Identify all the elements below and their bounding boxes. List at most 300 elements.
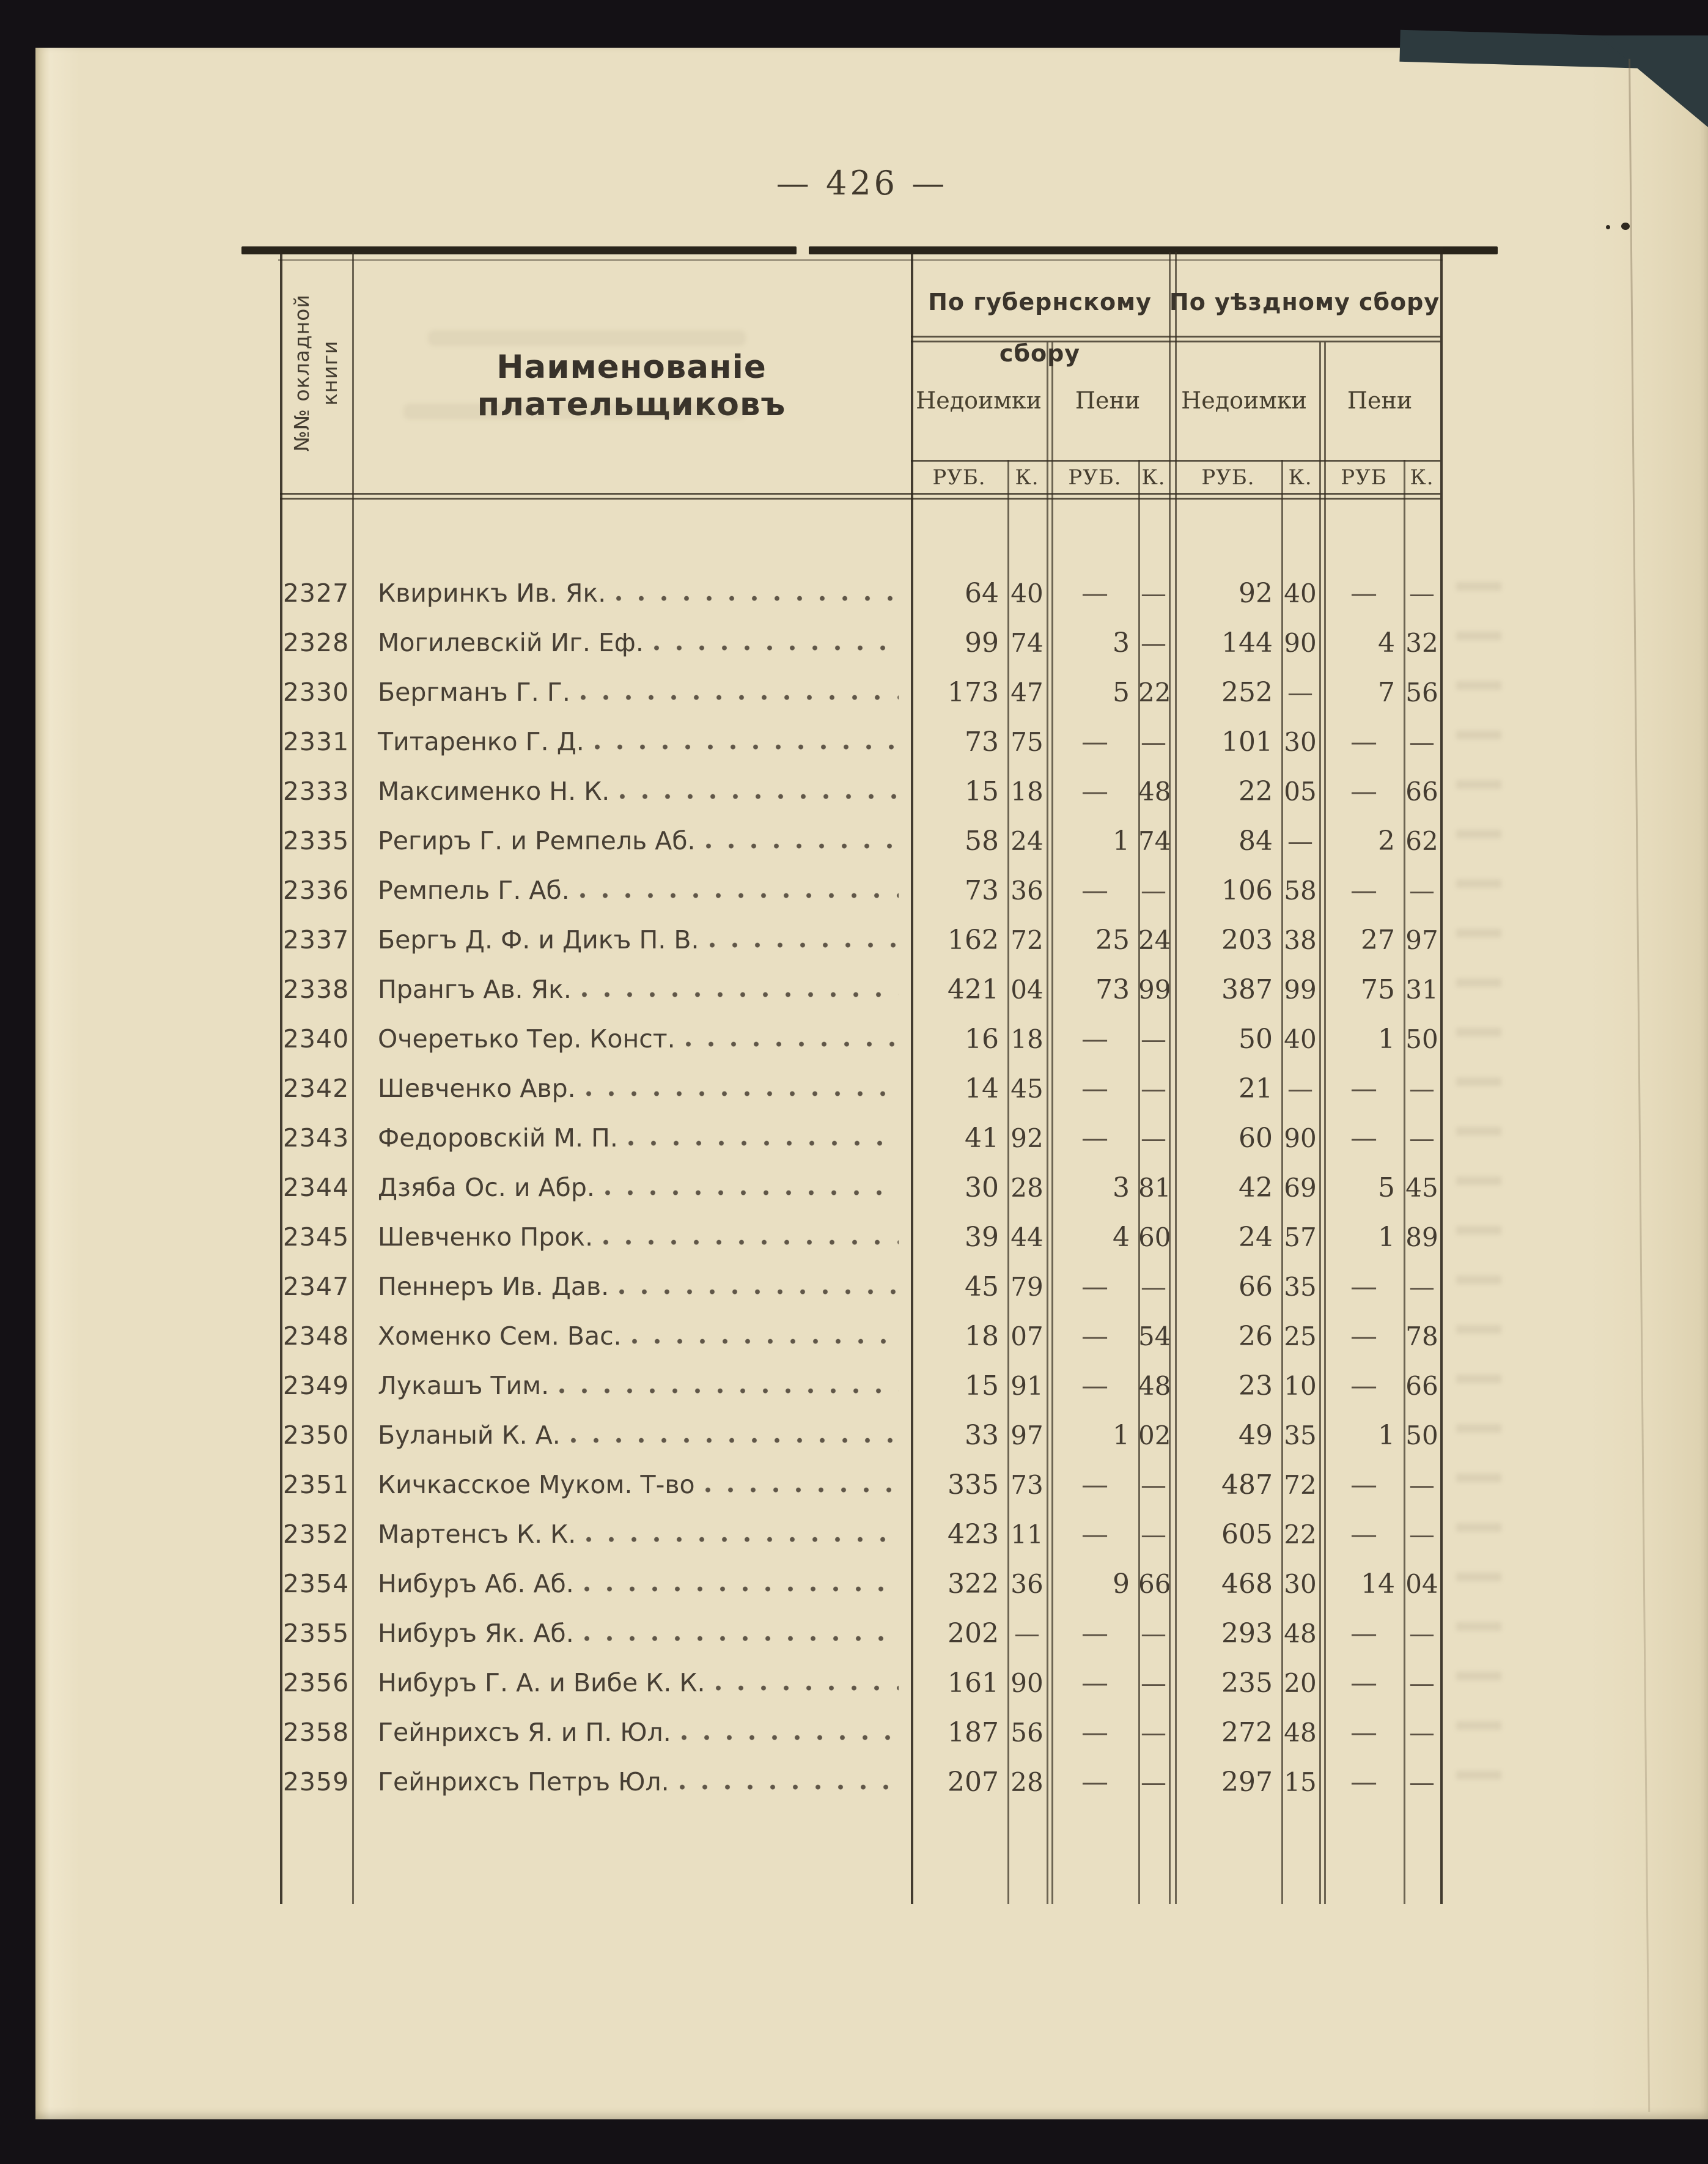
provincial-arrears-rubles: 15	[965, 1370, 999, 1401]
provincial-arrears-kopecks: 97	[1010, 1420, 1044, 1450]
district-arrears-rubles: 66	[1239, 1271, 1273, 1302]
rubles-unit-header: РУБ.	[932, 465, 986, 490]
bleed-through-marks	[428, 330, 746, 346]
district-arrears-kopecks: 99	[1284, 975, 1317, 1005]
district-arrears-kopecks: —	[1287, 678, 1313, 707]
district-arrears-rubles: 387	[1221, 974, 1273, 1005]
district-penalties-rubles: —	[1350, 578, 1377, 609]
district-arrears-rubles: 84	[1239, 825, 1273, 857]
provincial-penalties-kopecks: 99	[1138, 975, 1171, 1005]
district-arrears-kopecks: 90	[1284, 1123, 1317, 1153]
district-penalties-kopecks: 50	[1405, 1420, 1438, 1450]
dot-leader	[653, 618, 899, 668]
district-arrears-rubles: 293	[1221, 1618, 1273, 1649]
provincial-penalties-kopecks: —	[1141, 1470, 1166, 1500]
district-arrears-kopecks: —	[1287, 826, 1313, 856]
provincial-penalties-kopecks: —	[1141, 1520, 1166, 1549]
district-penalties-rubles: —	[1350, 1469, 1377, 1501]
district-penalties-kopecks: —	[1409, 1470, 1435, 1500]
provincial-arrears-kopecks: 45	[1010, 1074, 1044, 1104]
page-number: — 426 —	[776, 164, 948, 202]
dot-leader	[605, 1163, 899, 1213]
payer-name-cell	[352, 1014, 911, 1064]
table-border-right	[1440, 246, 1443, 1904]
dot-leader	[586, 1064, 899, 1113]
district-arrears-rubles: 26	[1239, 1321, 1273, 1352]
provincial-arrears-kopecks: 36	[1010, 1569, 1044, 1599]
account-number: 2330	[282, 678, 350, 707]
table-row	[280, 1113, 1440, 1163]
table-row	[280, 1064, 1440, 1113]
account-number: 2354	[282, 1569, 350, 1598]
dot-leader	[715, 1658, 899, 1708]
dot-leader	[586, 1510, 899, 1559]
provincial-arrears-rubles: 41	[965, 1123, 999, 1154]
district-penalties-rubles: —	[1350, 726, 1377, 758]
dot-leader	[705, 816, 899, 866]
district-penalties-kopecks: —	[1409, 876, 1435, 906]
district-penalties-kopecks: 56	[1405, 678, 1438, 707]
ink-speck	[1621, 223, 1630, 230]
district-penalties-kopecks: —	[1409, 1718, 1435, 1748]
provincial-penalties-rubles: —	[1081, 1321, 1108, 1352]
provincial-penalties-rubles: 73	[1095, 974, 1130, 1005]
rubles-unit-header: РУБ.	[1068, 465, 1122, 490]
kopecks-unit-header: К.	[1288, 465, 1312, 490]
table-row	[280, 618, 1440, 668]
dot-leader	[559, 1361, 899, 1411]
account-number: 2348	[282, 1321, 350, 1351]
account-book-number-header	[280, 253, 352, 493]
penalties-header-district: Пени	[1347, 387, 1413, 414]
payer-name: Дзяба Ос. и Абр.	[378, 1173, 595, 1202]
table-row	[280, 1559, 1440, 1609]
payer-name-cell	[352, 1213, 911, 1262]
provincial-levy-group-header: По губернскому сбору	[928, 289, 1152, 367]
account-number: 2349	[282, 1371, 350, 1400]
district-arrears-kopecks: 10	[1284, 1371, 1317, 1401]
provincial-arrears-rubles: 64	[965, 578, 999, 609]
table-row	[280, 767, 1440, 816]
provincial-penalties-rubles: 1	[1113, 1420, 1130, 1451]
payer-name: Буланый К. А.	[378, 1420, 561, 1450]
payer-name-cell	[352, 1510, 911, 1559]
bleed-through-marks	[403, 404, 746, 419]
provincial-penalties-rubles: —	[1081, 776, 1108, 807]
account-number: 2338	[282, 975, 350, 1004]
district-arrears-kopecks: 40	[1284, 578, 1317, 608]
provincial-arrears-kopecks: 18	[1010, 777, 1044, 807]
payer-name-cell	[352, 569, 911, 618]
payer-name: Кичкасское Муком. Т-во	[378, 1470, 695, 1499]
account-header-line1: №№ окладной	[290, 294, 314, 452]
provincial-arrears-kopecks: 07	[1010, 1321, 1044, 1351]
district-penalties-kopecks: —	[1409, 1272, 1435, 1302]
district-penalties-rubles: —	[1350, 776, 1377, 807]
provincial-arrears-kopecks: 92	[1010, 1123, 1044, 1153]
district-arrears-kopecks: 35	[1284, 1420, 1317, 1450]
payer-name: Федоровскій М. П.	[378, 1123, 618, 1153]
district-penalties-rubles: —	[1350, 1667, 1377, 1699]
table-row	[280, 1312, 1440, 1361]
provincial-penalties-kopecks: —	[1141, 1074, 1166, 1104]
payer-name: Нибуръ Як. Аб.	[378, 1619, 574, 1648]
provincial-penalties-kopecks: 24	[1138, 925, 1171, 955]
kopecks-unit-header: К.	[1141, 465, 1166, 490]
provincial-arrears-rubles: 99	[965, 627, 999, 659]
provincial-arrears-kopecks: 36	[1010, 876, 1044, 906]
district-arrears-rubles: 203	[1221, 925, 1273, 956]
account-number: 2343	[282, 1123, 350, 1153]
payer-name: Бергъ Д. Ф. и Дикъ П. В.	[378, 925, 699, 955]
district-arrears-rubles: 42	[1239, 1172, 1273, 1203]
provincial-arrears-kopecks: 73	[1010, 1470, 1044, 1500]
district-penalties-kopecks: 97	[1405, 925, 1438, 955]
payer-name-cell	[352, 915, 911, 965]
provincial-arrears-rubles: 15	[965, 776, 999, 807]
provincial-arrears-rubles: 18	[965, 1321, 999, 1352]
district-arrears-kopecks: 20	[1284, 1668, 1317, 1698]
district-penalties-kopecks: 66	[1405, 777, 1438, 807]
provincial-penalties-rubles: 9	[1113, 1568, 1130, 1600]
district-arrears-rubles: 92	[1239, 578, 1273, 609]
dot-leader	[570, 1411, 899, 1460]
payer-name-cell	[352, 1361, 911, 1411]
dot-leader	[581, 965, 899, 1014]
payer-name-cell	[352, 1658, 911, 1708]
account-number: 2351	[282, 1470, 350, 1499]
table-row	[280, 717, 1440, 767]
table-row	[280, 1510, 1440, 1559]
provincial-arrears-rubles: 173	[948, 677, 999, 708]
provincial-arrears-rubles: 207	[948, 1767, 999, 1798]
provincial-penalties-kopecks: 48	[1138, 777, 1171, 807]
provincial-arrears-rubles: 421	[948, 974, 999, 1005]
district-levy-group-header: По уѣздному сбору	[1169, 289, 1440, 316]
provincial-arrears-kopecks: 11	[1010, 1520, 1044, 1549]
district-arrears-kopecks: 05	[1284, 777, 1317, 807]
provincial-penalties-kopecks: 02	[1138, 1420, 1171, 1450]
provincial-penalties-rubles: —	[1081, 1024, 1108, 1055]
district-penalties-rubles: 14	[1361, 1568, 1395, 1600]
table-row	[280, 1361, 1440, 1411]
ink-speck	[1606, 225, 1610, 229]
district-arrears-rubles: 272	[1221, 1717, 1273, 1748]
dot-leader	[580, 866, 899, 915]
provincial-arrears-kopecks: 90	[1010, 1668, 1044, 1698]
account-book-number-header-text	[288, 294, 344, 452]
provincial-penalties-rubles: —	[1081, 578, 1108, 609]
payer-name: Шевченко Авр.	[378, 1074, 576, 1103]
provincial-penalties-kopecks: —	[1141, 1767, 1166, 1797]
provincial-penalties-rubles: —	[1081, 726, 1108, 758]
district-arrears-rubles: 144	[1221, 627, 1273, 659]
dot-leader	[681, 1708, 899, 1757]
dot-leader	[685, 1014, 899, 1064]
district-arrears-rubles: 49	[1239, 1420, 1273, 1451]
payer-name-cell	[352, 1757, 911, 1807]
provincial-arrears-kopecks: 04	[1010, 975, 1044, 1005]
provincial-penalties-kopecks: 74	[1138, 826, 1171, 856]
table-row	[280, 668, 1440, 717]
district-penalties-rubles: —	[1350, 1321, 1377, 1352]
provincial-arrears-rubles: 58	[965, 825, 999, 857]
provincial-arrears-rubles: 33	[965, 1420, 999, 1451]
provincial-arrears-rubles: 30	[965, 1172, 999, 1203]
payer-name: Титаренко Г. Д.	[378, 727, 584, 756]
district-arrears-rubles: 21	[1239, 1073, 1273, 1104]
account-number: 2359	[282, 1767, 350, 1797]
provincial-penalties-kopecks: —	[1141, 876, 1166, 906]
district-penalties-kopecks: —	[1409, 1520, 1435, 1549]
provincial-arrears-rubles: 14	[965, 1073, 999, 1104]
payer-name: Максименко Н. К.	[378, 777, 610, 806]
district-penalties-kopecks: —	[1409, 727, 1435, 757]
district-arrears-rubles: 106	[1221, 875, 1273, 906]
dot-leader	[584, 1609, 899, 1658]
provincial-arrears-kopecks: 74	[1010, 628, 1044, 658]
payer-name-cell	[352, 1411, 911, 1460]
district-penalties-kopecks: 66	[1405, 1371, 1438, 1401]
provincial-penalties-kopecks: —	[1141, 1668, 1166, 1698]
penalties-header-provincial: Пени	[1075, 387, 1141, 414]
district-penalties-rubles: 7	[1378, 677, 1395, 708]
district-penalties-rubles: 4	[1378, 627, 1395, 659]
district-arrears-kopecks: 22	[1284, 1520, 1317, 1549]
account-number: 2352	[282, 1520, 350, 1549]
account-number: 2336	[282, 876, 350, 905]
payer-name: Ремпель Г. Аб.	[378, 876, 570, 905]
provincial-arrears-rubles: 322	[948, 1568, 999, 1600]
district-penalties-rubles: —	[1350, 1519, 1377, 1550]
district-arrears-kopecks: 30	[1284, 1569, 1317, 1599]
dot-leader	[709, 915, 899, 965]
payer-name: Бергманъ Г. Г.	[378, 678, 570, 707]
district-arrears-kopecks: 57	[1284, 1222, 1317, 1252]
table-row	[280, 1460, 1440, 1510]
payer-name-cell	[352, 1609, 911, 1658]
provincial-penalties-rubles: 5	[1113, 677, 1130, 708]
payer-name-cell	[352, 1113, 911, 1163]
provincial-arrears-kopecks: 47	[1010, 678, 1044, 707]
kopecks-unit-header: К.	[1015, 465, 1039, 490]
payer-name: Хоменко Сем. Вас.	[378, 1321, 622, 1351]
dot-leader	[631, 1312, 899, 1361]
provincial-penalties-rubles: 25	[1095, 925, 1130, 956]
rubles-unit-header: РУБ	[1341, 465, 1387, 490]
payer-name-cell	[352, 717, 911, 767]
district-penalties-kopecks: 78	[1405, 1321, 1438, 1351]
provincial-arrears-rubles: 423	[948, 1519, 999, 1550]
account-header-line2: книги	[318, 340, 342, 406]
table-row	[280, 1411, 1440, 1460]
provincial-penalties-rubles: —	[1081, 1271, 1108, 1302]
provincial-penalties-kopecks: —	[1141, 1718, 1166, 1748]
kopecks-unit-header: К.	[1410, 465, 1434, 490]
account-number: 2344	[282, 1173, 350, 1202]
payer-name: Гейнрихсъ Я. и П. Юл.	[378, 1718, 671, 1747]
payer-name-cell	[352, 668, 911, 717]
dot-leader	[628, 1113, 899, 1163]
payer-name: Квиринкъ Ив. Як.	[378, 578, 606, 608]
district-arrears-rubles: 22	[1239, 776, 1273, 807]
provincial-penalties-kopecks: 48	[1138, 1371, 1171, 1401]
district-arrears-rubles: 468	[1221, 1568, 1273, 1600]
district-arrears-rubles: 60	[1239, 1123, 1273, 1154]
district-arrears-rubles: 297	[1221, 1767, 1273, 1798]
district-arrears-rubles: 487	[1221, 1469, 1273, 1501]
provincial-penalties-kopecks: 60	[1138, 1222, 1171, 1252]
district-arrears-rubles: 23	[1239, 1370, 1273, 1401]
table-row	[280, 965, 1440, 1014]
payer-name-cell	[352, 1064, 911, 1113]
table-row	[280, 1262, 1440, 1312]
district-penalties-rubles: 5	[1378, 1172, 1395, 1203]
district-penalties-kopecks: —	[1409, 1767, 1435, 1797]
dot-leader	[580, 668, 899, 717]
district-penalties-rubles: —	[1350, 1073, 1377, 1104]
district-penalties-kopecks: 50	[1405, 1024, 1438, 1054]
district-penalties-rubles: —	[1350, 1767, 1377, 1798]
district-penalties-rubles: —	[1350, 1370, 1377, 1401]
account-number: 2337	[282, 925, 350, 955]
provincial-penalties-rubles: —	[1081, 1370, 1108, 1401]
payer-name: Региръ Г. и Ремпель Аб.	[378, 826, 696, 855]
payer-name: Очеретько Тер. Конст.	[378, 1024, 675, 1054]
provincial-arrears-rubles: 162	[948, 925, 999, 956]
district-penalties-rubles: —	[1350, 1717, 1377, 1748]
district-arrears-kopecks: 30	[1284, 727, 1317, 757]
dot-leader	[619, 767, 899, 816]
district-arrears-kopecks: —	[1287, 1074, 1313, 1104]
dot-leader	[705, 1460, 899, 1510]
provincial-arrears-rubles: 202	[948, 1618, 999, 1649]
provincial-penalties-rubles: —	[1081, 1469, 1108, 1501]
district-penalties-rubles: —	[1350, 1123, 1377, 1154]
payer-name-cell	[352, 816, 911, 866]
account-number: 2347	[282, 1272, 350, 1301]
rubles-unit-header: РУБ.	[1201, 465, 1255, 490]
payer-name-cell	[352, 1163, 911, 1213]
provincial-penalties-rubles: 1	[1113, 825, 1130, 857]
dot-leader	[603, 1213, 899, 1262]
table-row	[280, 1757, 1440, 1807]
provincial-arrears-rubles: 161	[948, 1667, 999, 1699]
payer-name: Могилевскій Иг. Еф.	[378, 628, 644, 657]
district-penalties-kopecks: 31	[1405, 975, 1438, 1005]
provincial-penalties-kopecks: —	[1141, 628, 1166, 658]
account-number: 2355	[282, 1619, 350, 1648]
payer-name-cell	[352, 1460, 911, 1510]
district-penalties-kopecks: 89	[1405, 1222, 1438, 1252]
dot-leader	[619, 1262, 899, 1312]
district-arrears-rubles: 50	[1239, 1024, 1273, 1055]
district-arrears-rubles: 235	[1221, 1667, 1273, 1699]
provincial-arrears-kopecks: 72	[1010, 925, 1044, 955]
district-penalties-rubles: 1	[1378, 1420, 1395, 1451]
district-arrears-kopecks: 48	[1284, 1718, 1317, 1748]
district-penalties-kopecks: 32	[1405, 628, 1438, 658]
provincial-penalties-rubles: —	[1081, 1519, 1108, 1550]
district-penalties-rubles: 1	[1378, 1222, 1395, 1253]
table-row	[280, 1213, 1440, 1262]
account-number: 2356	[282, 1668, 350, 1697]
dot-leader	[594, 717, 899, 767]
provincial-penalties-rubles: —	[1081, 1618, 1108, 1649]
payer-name: Мартенсъ К. К.	[378, 1520, 576, 1549]
district-arrears-kopecks: 72	[1284, 1470, 1317, 1500]
district-arrears-kopecks: 90	[1284, 628, 1317, 658]
district-arrears-rubles: 252	[1221, 677, 1273, 708]
provincial-arrears-kopecks: 79	[1010, 1272, 1044, 1302]
provincial-arrears-kopecks: 28	[1010, 1173, 1044, 1203]
arrears-header-district: Недоимки	[1181, 387, 1307, 414]
provincial-arrears-kopecks: 40	[1010, 578, 1044, 608]
account-number: 2358	[282, 1718, 350, 1747]
provincial-penalties-kopecks: 54	[1138, 1321, 1171, 1351]
provincial-penalties-kopecks: —	[1141, 1619, 1166, 1649]
provincial-penalties-kopecks: —	[1141, 1123, 1166, 1153]
provincial-arrears-kopecks: 75	[1010, 727, 1044, 757]
payer-name-cell	[352, 1312, 911, 1361]
payer-name: Пеннеръ Ив. Дав.	[378, 1272, 609, 1301]
account-number: 2333	[282, 777, 350, 806]
district-penalties-rubles: 2	[1378, 825, 1395, 857]
table-row	[280, 1658, 1440, 1708]
district-arrears-kopecks: 38	[1284, 925, 1317, 955]
provincial-arrears-kopecks: 44	[1010, 1222, 1044, 1252]
provincial-penalties-kopecks: —	[1141, 1024, 1166, 1054]
provincial-penalties-rubles: 3	[1113, 627, 1130, 659]
dot-leader	[616, 569, 899, 618]
district-penalties-rubles: —	[1350, 875, 1377, 906]
district-penalties-kopecks: 04	[1405, 1569, 1438, 1599]
district-penalties-kopecks: —	[1409, 1123, 1435, 1153]
account-number: 2345	[282, 1222, 350, 1252]
payer-name-cell	[352, 965, 911, 1014]
provincial-penalties-rubles: 3	[1113, 1172, 1130, 1203]
provincial-arrears-rubles: 39	[965, 1222, 999, 1253]
table-row	[280, 816, 1440, 866]
provincial-arrears-kopecks: 24	[1010, 826, 1044, 856]
provincial-arrears-rubles: 335	[948, 1469, 999, 1501]
district-arrears-rubles: 24	[1239, 1222, 1273, 1253]
table-row	[280, 1609, 1440, 1658]
payer-name: Прангъ Ав. Як.	[378, 975, 572, 1004]
payers-column-header: Наименованіе плательщиковъ	[477, 349, 786, 423]
provincial-arrears-kopecks: —	[1014, 1619, 1040, 1649]
provincial-penalties-rubles: 4	[1113, 1222, 1130, 1253]
table-row	[280, 1014, 1440, 1064]
account-number: 2335	[282, 826, 350, 855]
provincial-arrears-kopecks: 56	[1010, 1718, 1044, 1748]
district-penalties-kopecks: 45	[1405, 1173, 1438, 1203]
table-row	[280, 866, 1440, 915]
district-arrears-kopecks: 58	[1284, 876, 1317, 906]
district-penalties-rubles: —	[1350, 1271, 1377, 1302]
account-number: 2328	[282, 628, 350, 657]
payer-name-cell	[352, 618, 911, 668]
district-arrears-rubles: 101	[1221, 726, 1273, 758]
provincial-penalties-kopecks: 22	[1138, 678, 1171, 707]
table-rule	[278, 259, 1443, 261]
district-penalties-kopecks: —	[1409, 1668, 1435, 1698]
payer-name: Гейнрихсъ Петръ Юл.	[378, 1767, 669, 1797]
payer-name-cell	[352, 1262, 911, 1312]
account-number: 2327	[282, 578, 350, 608]
table-row	[280, 1708, 1440, 1757]
payer-name-cell	[352, 866, 911, 915]
